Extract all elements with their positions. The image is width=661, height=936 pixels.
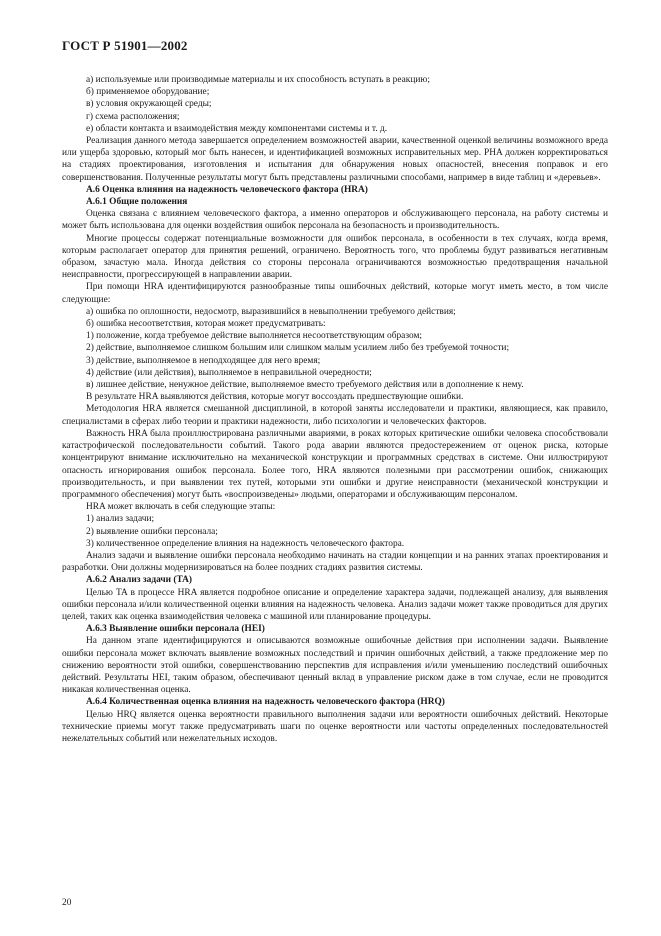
document-body: [62, 74, 608, 745]
document-page: [62, 38, 608, 745]
list-item: 1) положение, когда требуемое действие выполняется несоответствующим образом;: [86, 331, 423, 342]
section-heading: А.6 Оценка влияния на надежность человеческого фактора (HRA): [86, 184, 368, 195]
section-heading: А.6.4 Количественная оценка влияния на надежность человеческого фактора (HRQ): [86, 697, 445, 708]
paragraph: Многие процессы содержат потенциальные возможности для ошибок персонала, в особенности в тех случаях, когда время, которым располагает оператор для принятия решений, ограничено. Вероятность того, что проблемы будут развиваться негативным образом, зачастую мала. Иногда действия со стороны персонала ограничиваются возможностью предотвращения начальной неисправности, прогрессирующей в направлении аварии.: [62, 233, 608, 281]
list-item: г) схема расположения;: [86, 111, 180, 122]
paragraph: Целью HRQ является оценка вероятности правильного выполнения задачи или вероятности ошибочных действий. Некоторые технические приемы могут также предусматривать шаги по оценке вероятности или частоты определенных последовательностей нежелательных событий или нежелательных исходов.: [62, 709, 608, 744]
list-item: е) области контакта и взаимодействия между компонентами системы и т. д.: [86, 123, 388, 134]
paragraph: Важность HRA была проиллюстрирована различными авариями, в роках которых критические ошибки человека способствовали катастрофической последовательности событий. Такого рода аварии являются предостережением от оценок риска, которые концентрируют внимание исключительно на механической конструкции и программных средствах в системе. Они иллюстрируют опасность игнорирования ошибок персонала. Более того, HRA являются полезными при рассмотрении ошибок, снижающих производительность, и при выявлении тех путей, которыми эти ошибки и другие неисправности (механической конструкции и программного обеспечения) могут быть «воспроизведены» людьми, операторами и обслуживающим персоналом.: [62, 428, 608, 500]
paragraph: В результате HRA выявляются действия, которые могут воссоздать предшествующие ошибки.: [86, 392, 464, 403]
list-item: 4) действие (или действия), выполняемое в неправильной очередности;: [86, 367, 372, 378]
paragraph: HRA может включать в себя следующие этапы:: [86, 502, 276, 513]
list-item: а) ошибка по оплошности, недосмотр, выразившийся в невыполнении требуемого действия;: [86, 306, 456, 317]
page-number: 20: [62, 898, 72, 908]
paragraph: Анализ задачи и выявление ошибки персонала необходимо начинать на стадии концепции и на ранних этапах проектирования и разработки. Они должны модернизироваться на более поздних стадиях развития системы.: [62, 550, 608, 574]
document-header: ГОСТ Р 51901—2002: [62, 38, 188, 53]
paragraph: На данном этапе идентифицируются и описываются возможные ошибочные действия при исполнении задачи. Выявление ошибки персонала может включать выявление возможных последствий и причин ошибочных действий, а также предложение мер по снижению вероятности этой ошибки, совершенствованию перспектив для исправления и/или уменьшению последствий ошибочных действий. Результаты HEI, таким образом, обеспечивают ценный вклад в управление риском даже в том случае, если не проводится никакая количественная оценка.: [62, 636, 608, 696]
paragraph: При помощи HRA идентифицируются разнообразные типы ошибочных действий, которые могут иметь место, в том числе следующие:: [62, 282, 608, 305]
list-item: 1) анализ задачи;: [86, 514, 155, 525]
paragraph: Методология HRA является смешанной дисциплиной, в которой заняты исследователи и практики, являющиеся, как правило, специалистами в сферах либо теории и практики надежности, либо психологии и человеческих факторов.: [62, 404, 608, 427]
paragraph: Оценка связана с влиянием человеческого фактора, а именно операторов и обслуживающего персонала, на работу системы и может быть использована для оценки воздействия ошибок персонала на безопасность и производительность.: [62, 209, 608, 232]
section-heading: А.6.2 Анализ задачи (TA): [86, 575, 193, 586]
list-item: 3) количественное определение влияния на надежность человеческого фактора.: [86, 538, 405, 549]
list-item: в) условия окружающей среды;: [86, 99, 212, 110]
list-item: б) применяемое оборудование;: [86, 87, 210, 98]
section-heading: А.6.3 Выявление ошибки персонала (HEI): [86, 624, 265, 635]
paragraph: Целью TA в процессе HRA является подробное описание и определение характера задачи, подлежащей анализу, для выявления ошибки персонала и/или количественной оценки влияния на надежность человека. Анализ задачи может также проводиться для других целей, таких как оценка взаимодействия человека с машиной или планирование процедуры.: [62, 587, 608, 622]
list-item: 2) действие, выполняемое слишком большим или слишком малым усилием либо без требуемой точности;: [86, 343, 510, 354]
list-item: в) лишнее действие, ненужное действие, выполняемое вместо требуемого действия или в дополнение к нему.: [86, 380, 524, 391]
list-item: 2) выявление ошибки персонала;: [86, 526, 218, 537]
list-item: б) ошибка несоответствия, которая может предусматривать:: [86, 319, 326, 330]
list-item: а) используемые или производимые материалы и их способность вступать в реакцию;: [86, 75, 430, 85]
paragraph: Реализация данного метода завершается определением возможностей аварии, качественной оценкой величины возможного вреда или ущерба здоровью, который мог быть нанесен, и идентификацией возможных исправительных мер. PHA должен корректироваться на стадиях проектирования, изготовления и испытания для обнаружения новых опасностей, внесения поправок и его совершенствования. Полученные результаты могут быть представлены различными способами, например в виде таблиц и «деревьев».: [62, 136, 608, 183]
list-item: 3) действие, выполняемое в неподходящее для него время;: [86, 355, 321, 366]
section-heading: А.6.1 Общие положения: [86, 197, 188, 208]
